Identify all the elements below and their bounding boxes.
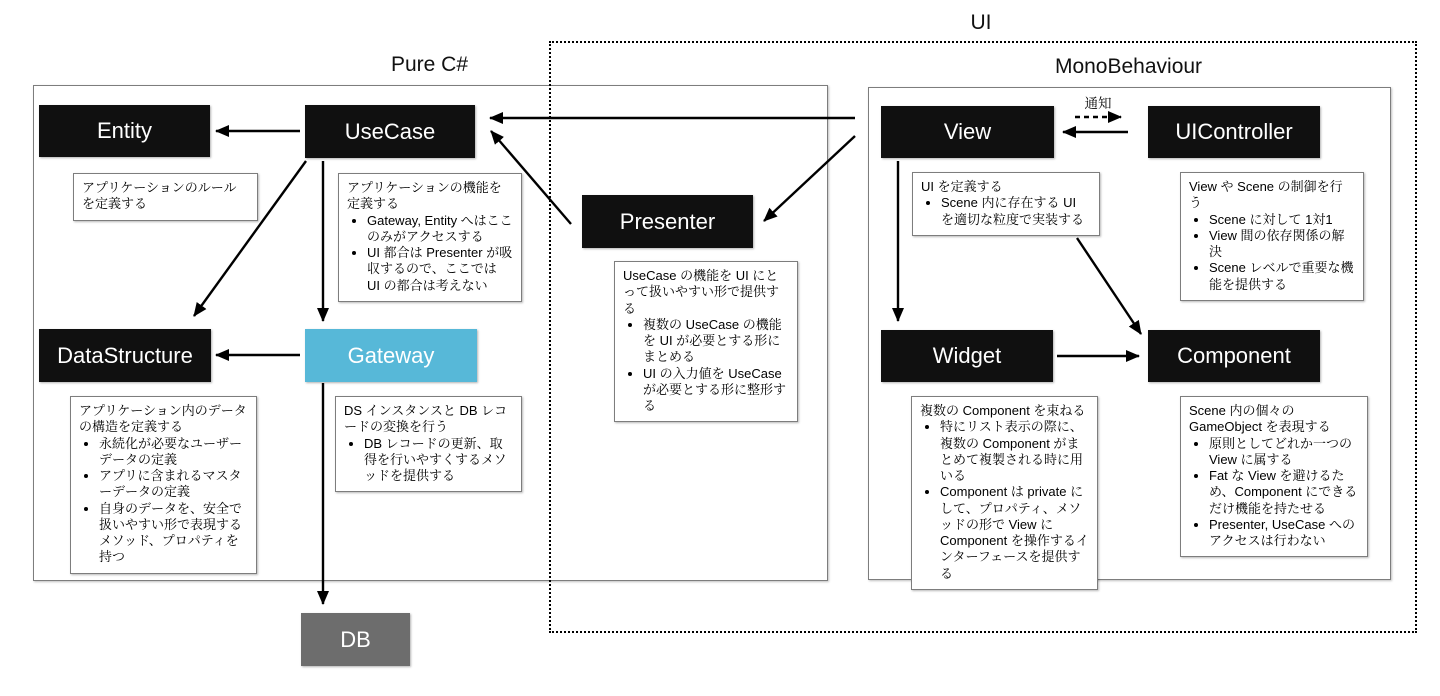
view-note: UI を定義する • Scene 内に存在する UI を適切な粒度で実装する bbox=[912, 172, 1100, 236]
pure-csharp-group-label: Pure C# bbox=[390, 53, 469, 76]
uicontroller-node bbox=[1148, 106, 1320, 158]
db-node bbox=[301, 613, 410, 666]
uicontroller-note: View や Scene の制御を行う • Scene に対して 1対1 • View 間の依存関係の解決 • Scene レベルで重要な機能を提供する bbox=[1180, 172, 1364, 301]
datastructure-node-label: DataStructure bbox=[57, 342, 193, 368]
usecase-node-label: UseCase bbox=[344, 118, 436, 144]
component-node bbox=[1148, 330, 1320, 382]
gateway-note: DS インスタンスと DB レコードの変換を行う • DB レコードの更新、取得を行いやすくするメソッドを提供する bbox=[335, 396, 522, 492]
entity-node-label: Entity bbox=[96, 118, 153, 143]
ui-group-label: UI bbox=[970, 11, 992, 34]
datastructure-note: アプリケーション内のデータの構造を定義する • 永続化が必要なユーザーデータの定義 • アプリに含まれるマスターデータの定義 • 自身のデータを、安全で扱いやすい形で表現するメソッド、プロパティを持つ bbox=[70, 396, 257, 574]
entity-note: アプリケーションのルールを定義する bbox=[73, 173, 258, 221]
component-node-label: Component bbox=[1177, 343, 1291, 368]
presenter-note: UseCase の機能を UI にとって扱いやすい形で提供する • 複数の UseCase の機能を UI が必要とする形にまとめる • UI の入力値を UseCase が必要とする形に整形する bbox=[614, 261, 798, 422]
presenter-node-label: Presenter bbox=[619, 208, 716, 234]
edge-view-to-presenter bbox=[764, 136, 855, 221]
notify-edge-label: 通知 bbox=[1084, 96, 1112, 111]
monobehaviour-group-label: MonoBehaviour bbox=[1054, 55, 1203, 78]
presenter-node bbox=[582, 195, 753, 248]
gateway-node bbox=[305, 329, 477, 382]
widget-node-label: Widget bbox=[932, 343, 1002, 368]
usecase-note: アプリケーションの機能を定義する • Gateway, Entity へはここのみがアクセスする • UI 都合は Presenter が吸収するので、ここでは UI の都合は考えない bbox=[338, 173, 522, 302]
db-node-label: DB bbox=[340, 626, 371, 652]
uicontroller-node-label: UIController bbox=[1175, 119, 1293, 144]
view-node bbox=[881, 106, 1054, 158]
widget-note: 複数の Component を束ねる • 特にリスト表示の際に、複数の Component がまとめて複製される時に用いる • Component は private にして、プロパティ、メソッドの形で View に Component を操作するインターフェースを提供する bbox=[911, 396, 1098, 590]
edge-view-to-component bbox=[1077, 238, 1141, 334]
gateway-node-label: Gateway bbox=[347, 342, 435, 368]
widget-node bbox=[881, 330, 1053, 382]
component-note: Scene 内の個々の GameObject を表現する • 原則としてどれか一つの View に属する • Fat な View を避けるため、Component にできるだけ機能を持たせる • Presenter, UseCase へのアクセスは行わない bbox=[1180, 396, 1368, 557]
usecase-node bbox=[305, 105, 475, 158]
entity-node bbox=[39, 105, 210, 157]
view-node-label: View bbox=[943, 119, 992, 144]
datastructure-node bbox=[39, 329, 211, 382]
